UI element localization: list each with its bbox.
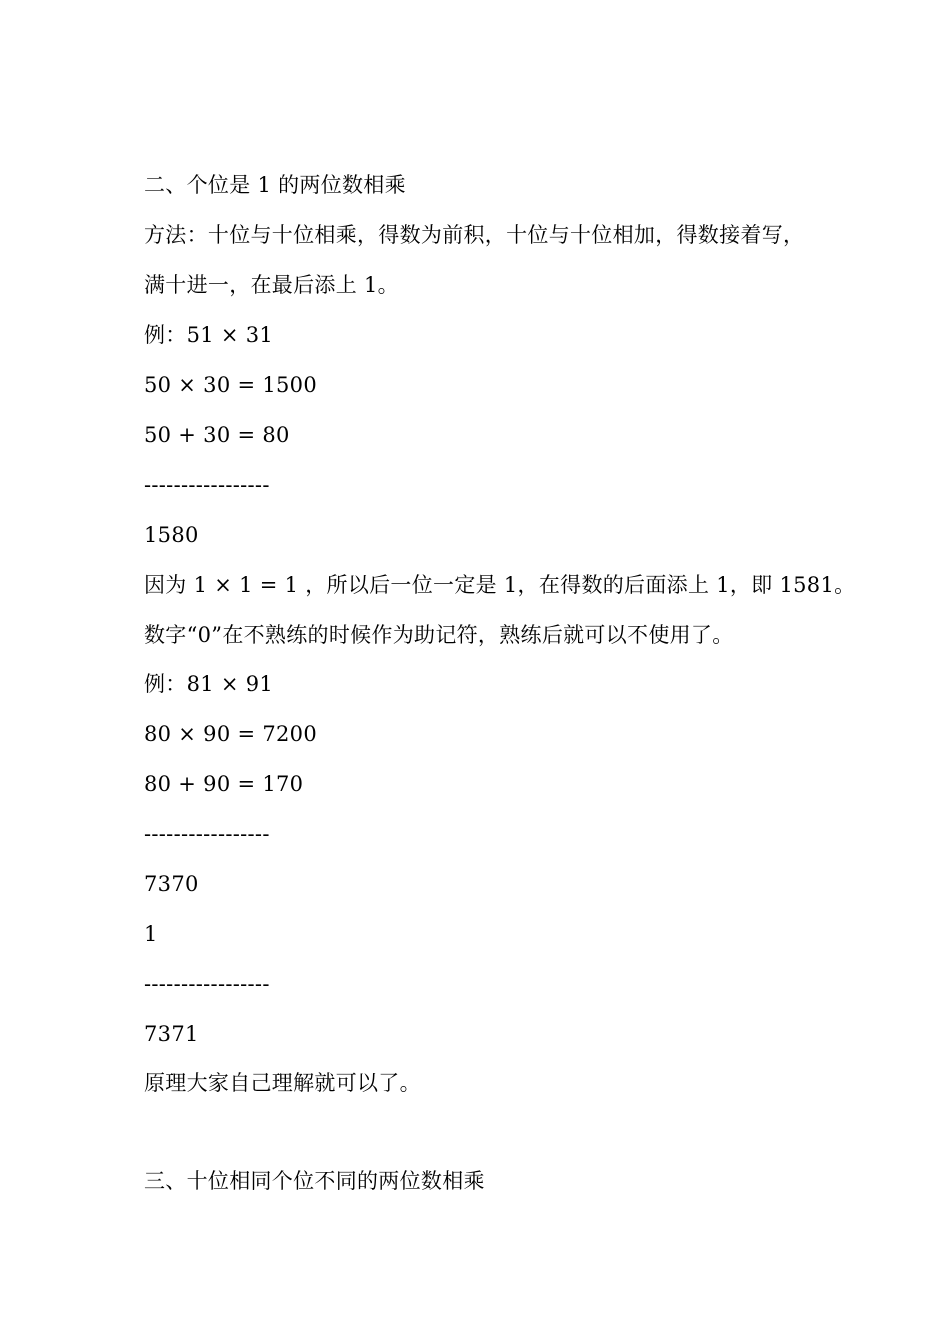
method-text-line-1: 方法：十位与十位相乘，得数为前积，十位与十位相加，得数接着写，: [144, 223, 805, 247]
explanation-line-2: 数字“0”在不熟练的时候作为助记符，熟练后就可以不使用了。: [144, 623, 734, 647]
example-2-label: 例：81 × 91: [144, 672, 274, 696]
example-2-result: 7371: [144, 1022, 199, 1046]
closing-text: 原理大家自己理解就可以了。: [144, 1071, 421, 1095]
example-2-step-1: 80 × 90 = 7200: [144, 722, 317, 746]
method-text-line-2: 满十进一，在最后添上 1。: [144, 273, 399, 297]
next-section-heading: 三、十位相同个位不同的两位数相乘: [144, 1169, 485, 1193]
explanation-line-1: 因为 1 × 1 = 1 ，所以后一位一定是 1，在得数的后面添上 1，即 1581。: [144, 573, 856, 597]
example-1-result: 1580: [144, 523, 199, 547]
example-1-divider: -----------------: [144, 473, 270, 497]
example-2-divider-1: -----------------: [144, 822, 270, 846]
example-2-add-one: 1: [144, 922, 158, 946]
example-2-partial: 7370: [144, 872, 199, 896]
example-1-step-2: 50 + 30 = 80: [144, 423, 290, 447]
example-1-step-1: 50 × 30 = 1500: [144, 373, 317, 397]
example-2-divider-2: -----------------: [144, 972, 270, 996]
example-2-step-2: 80 + 90 = 170: [144, 772, 304, 796]
section-heading: 二、个位是 1 的两位数相乘: [144, 173, 406, 197]
example-1-label: 例：51 × 31: [144, 323, 274, 347]
